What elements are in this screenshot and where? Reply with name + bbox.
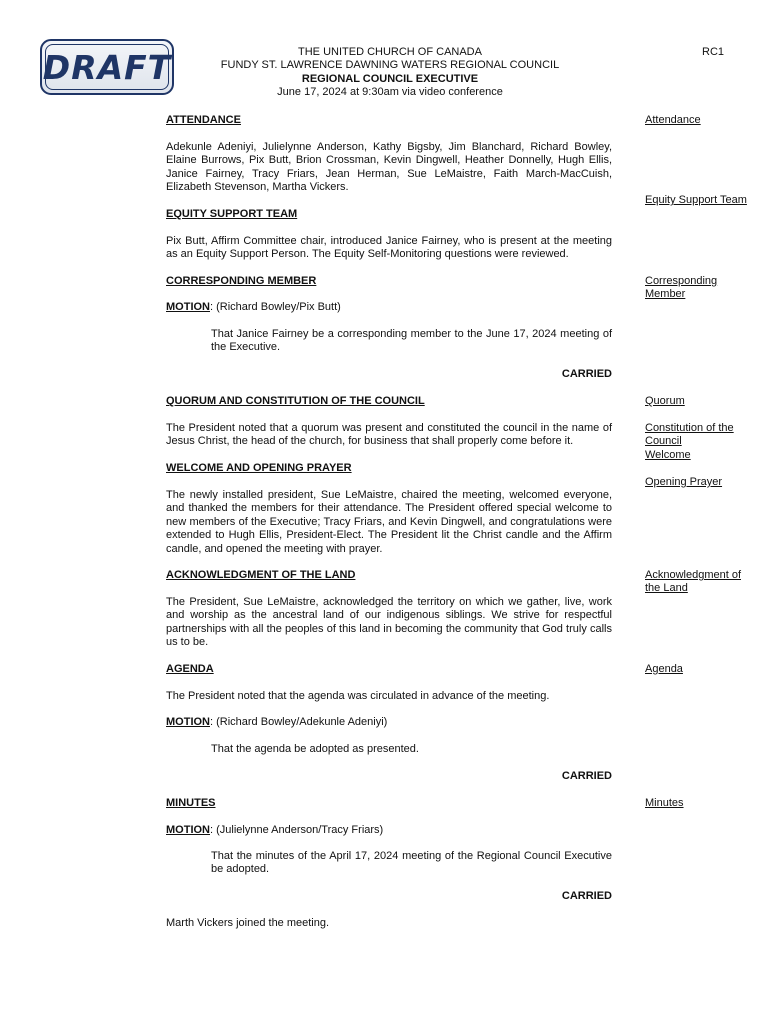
equity-side: Equity Support Team	[645, 194, 747, 206]
page-ref: RC1	[702, 46, 725, 58]
motion-movers: : (Julielynne Anderson/Tracy Friars)	[210, 824, 384, 836]
quorum-heading: QUORUM AND CONSTITUTION OF THE COUNCIL	[166, 395, 425, 407]
attendance-side: Attendance	[645, 114, 701, 126]
equity-heading: EQUITY SUPPORT TEAM	[166, 208, 298, 220]
minutes-note: Marth Vickers joined the meeting.	[166, 917, 330, 929]
document-header	[168, 46, 612, 100]
motion-label: MOTION	[166, 301, 210, 313]
header-org: THE UNITED CHURCH OF CANADA	[298, 46, 482, 58]
welcome-heading: WELCOME AND OPENING PRAYER	[166, 462, 352, 474]
prayer-side: Opening Prayer	[645, 476, 723, 488]
welcome-side: Welcome	[645, 449, 691, 461]
agenda-heading: AGENDA	[166, 663, 214, 675]
attendance-text: Adekunle Adeniyi, Julielynne Anderson, Kathy Bigsby, Jim Blanchard, Richard Bowley, Elaine Burrows, Pix Butt, Brion Crossman, Kevin Dingwell, Heather Donnelly, Hugh Ellis, Janice Fairney, Tracy Friars, Jean Herman, Sue LeMaistre, Faith March-MacCuish, Elizabeth Stevenson, Martha Vickers.	[166, 141, 612, 194]
header-body: REGIONAL COUNCIL EXECUTIVE	[301, 72, 479, 85]
draft-stamp	[40, 39, 174, 95]
motion-label: MOTION	[166, 716, 210, 728]
minutes-result: CARRIED	[561, 890, 612, 902]
header-date: June 17, 2024 at 9:30am via video conference	[277, 86, 503, 99]
agenda-text: The President noted that the agenda was circulated in advance of the meeting.	[166, 690, 550, 702]
corresponding-result: CARRIED	[561, 368, 612, 380]
motion-label: MOTION	[166, 824, 210, 836]
draft-stamp-text: DRAFT	[42, 47, 172, 87]
attendance-heading: ATTENDANCE	[166, 114, 241, 126]
corresponding-motion-text: That Janice Fairney be a corresponding member to the June 17, 2024 meeting of the Executive.	[211, 328, 612, 354]
corresponding-side: Corresponding Member	[645, 275, 718, 301]
corresponding-motion	[166, 301, 341, 313]
land-heading: ACKNOWLEDGMENT OF THE LAND	[166, 569, 356, 581]
minutes-heading: MINUTES	[166, 797, 216, 809]
corresponding-heading: CORRESPONDING MEMBER	[166, 275, 317, 287]
quorum-side: Quorum	[645, 395, 685, 407]
welcome-text: The newly installed president, Sue LeMaistre, chaired the meeting, welcomed everyone, and thanked the members for their attendance. The President offered special welcome to new members of the Executive; Tracy Friars, and Kevin Dingwell, and congratulations were extended to Hugh Ellis, President-Elect. The President lit the Christ candle and the Affirm candle, and opened the meeting with prayer.	[166, 489, 612, 555]
agenda-side: Agenda	[645, 663, 683, 675]
minutes-motion	[166, 824, 383, 836]
land-side: Acknowledgment of the Land	[645, 569, 741, 595]
minutes-side: Minutes	[645, 797, 684, 809]
agenda-motion	[166, 716, 387, 728]
equity-text: Pix Butt, Affirm Committee chair, introduced Janice Fairney, who is present at the meeting as an Equity Support Person. The Equity Self-Monitoring questions were reviewed.	[166, 235, 612, 261]
motion-movers: : (Richard Bowley/Pix Butt)	[210, 301, 341, 313]
agenda-result: CARRIED	[561, 770, 612, 782]
agenda-motion-text: That the agenda be adopted as presented.	[211, 743, 419, 755]
header-council: FUNDY ST. LAWRENCE DAWNING WATERS REGIONAL COUNCIL	[220, 59, 560, 72]
quorum-text: The President noted that a quorum was present and constituted the council in the name of Jesus Christ, the head of the church, for business that shall properly come before it.	[166, 422, 612, 448]
land-text: The President, Sue LeMaistre, acknowledged the territory on which we gather, live, work and worship as the ancestral land of our indigenous siblings. We strive for respectful partnerships with all the peoples of this land in becoming the community that God truly calls us to be.	[166, 596, 612, 649]
minutes-motion-text: That the minutes of the April 17, 2024 meeting of the Regional Council Executive be adopted.	[211, 850, 612, 876]
motion-movers: : (Richard Bowley/Adekunle Adeniyi)	[210, 716, 388, 728]
constitution-side: Constitution of the Council	[645, 422, 734, 448]
